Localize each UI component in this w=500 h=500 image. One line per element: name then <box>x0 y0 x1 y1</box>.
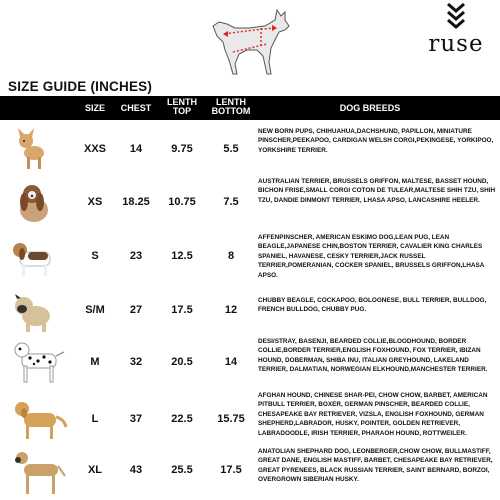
row-size: M <box>90 356 100 368</box>
row-length-top: 10.75 <box>168 196 196 208</box>
table-row <box>0 234 500 286</box>
row-length-bottom: 14 <box>224 356 238 368</box>
page-title: SIZE GUIDE (INCHES) <box>8 79 153 94</box>
row-length-top: 12.5 <box>171 250 193 262</box>
row-length-top: 17.5 <box>171 304 193 316</box>
header-length-top-line2: TOP <box>172 106 192 116</box>
dog-measurement-diagram-icon <box>205 4 297 79</box>
row-length-top: 22.5 <box>171 413 193 425</box>
row-chest: 27 <box>129 304 143 316</box>
header-chest: CHEST <box>120 103 152 113</box>
header-size: SIZE <box>84 103 105 113</box>
dalmatian-dog-icon <box>10 340 66 386</box>
table-row <box>0 125 500 177</box>
row-length-bottom: 17.5 <box>220 464 242 476</box>
header-length-top <box>160 98 204 116</box>
ruse-logo-icon <box>445 2 467 32</box>
row-length-bottom: 5.5 <box>223 143 239 155</box>
row-breeds: CHUBBY BEAGLE, COCKAPOO, BOLOGNESE, BULL TERRIER, BULLDOG, FRENCH BULLDOG, CHUBBY PUG. <box>258 297 487 314</box>
row-size: S/M <box>85 304 105 316</box>
row-breeds: AUSTRALIAN TERRIER, BRUSSELS GRIFFON, MALTESE, BASSET HOUND, BICHON FRISE,SMALL CORGI COTON DE TULEAR,MALTESE SHIH TZU, SHIH TZU, DANDIE DINMONT TERRIER, LHASA APSO, LANCASHIRE HEELER. <box>258 178 496 204</box>
table-row <box>0 178 500 232</box>
row-chest: 23 <box>129 250 143 262</box>
row-length-top: 20.5 <box>171 356 193 368</box>
brand-logo <box>426 2 486 60</box>
table-row <box>0 286 500 338</box>
header-length-bottom <box>206 98 256 116</box>
table-header <box>0 96 500 120</box>
row-breeds: ANATOLIAN SHEPHARD DOG, LEONBERGER,CHOW CHOW, BULLMASTIFF, GREAT DANE, ENGLISH MASTIFF, BARBET, CHESAPEAKE BAY RETRIEVER, GREAT PYRENEES, BLACK RUSSIAN TERRIER, SAINT BERNARD, BORZOI, OVERGROWN SIBERIAN HUSKY. <box>258 448 493 484</box>
header-length-bottom-line1: LENTH <box>216 97 246 107</box>
brand-name: ruse <box>428 31 484 57</box>
great-dane-dog-icon <box>10 450 68 498</box>
row-chest: 43 <box>129 464 143 476</box>
row-size: S <box>91 250 99 262</box>
row-length-bottom: 12 <box>224 304 238 316</box>
header-dog-breeds: DOG BREEDS <box>339 103 401 113</box>
row-size: XL <box>87 464 103 476</box>
row-breeds: NEW BORN PUPS, CHIHUAHUA,DACHSHUND, PAPILLON, MINIATURE PINSCHER,PEEKAPOO, CARDIGAN WELSH CORGI,PEKINGESE, YORKIPOO, YORKSHIRE TERRIER. <box>258 128 494 154</box>
table-row <box>0 448 500 500</box>
golden-retriever-dog-icon <box>10 397 68 443</box>
row-size: L <box>91 413 99 425</box>
row-breeds: AFFENPINSCHER, AMERICAN ESKIMO DOG,LEAN PUG, LEAN BEAGLE,JAPANESE CHIN,BOSTON TERRIER, CAVALIER KING CHARLES SPANIEL, HAVANESE, CESKY TERRIER,JACK RUSSEL TERRIER,POMERANIAN, COCKER SPANIEL, BRUSSELS GRIFFON,LHASA APSO. <box>258 234 485 279</box>
row-length-bottom: 8 <box>227 250 235 262</box>
row-length-bottom: 15.75 <box>217 413 245 425</box>
beagle-dog-icon <box>10 236 60 280</box>
row-length-top: 25.5 <box>171 464 193 476</box>
row-breeds: AFGHAN HOUND, CHINESE SHAR-PEI, CHOW CHOW, BARBET, AMERICAN PITBULL TERRIER, BOXER, GERMAN PINSCHER, BEARDED COLLIE, CHESAPEAKE BAY RETRIEVER, VIZSLA, ENGLISH FOXHOUND, GERMAN SHEPHERD,LABRADOR, HUSKY, POINTER, GOLDEN RETRIEVER, LABRADOODLE, IRISH TERRIER, PHARAOH HOUND, ROTTWEILER. <box>258 392 488 437</box>
table-row <box>0 338 500 390</box>
row-chest: 32 <box>129 356 143 368</box>
header-length-top-line1: LENTH <box>167 97 197 107</box>
row-chest: 18.25 <box>122 196 150 208</box>
row-chest: 14 <box>129 143 143 155</box>
row-size: XS <box>87 196 103 208</box>
table-row <box>0 393 500 447</box>
row-chest: 37 <box>129 413 143 425</box>
header-length-bottom-line2: BOTTOM <box>211 106 251 116</box>
row-size: XXS <box>83 143 106 155</box>
shih-tzu-dog-icon <box>10 180 56 228</box>
pug-dog-icon <box>10 290 56 334</box>
row-breeds: DESI/STRAY, BASENJI, BEARDED COLLIE,BLOODHOUND, BORDER COLLIE,BORDER TERRIER,ENGLISH FOXHOUND, FOX TERRIER, IBIZAN HOUND, DOBERMAN, SHIBA INU, ITALIAN GREYHOUND, LAKELAND TERRIER, DALMATIAN, NORWEGIAN ELKHOUND,MANCHESTER TERRIER. <box>258 338 488 374</box>
row-length-bottom: 7.5 <box>223 196 239 208</box>
chihuahua-dog-icon <box>10 127 56 173</box>
row-length-top: 9.75 <box>171 143 193 155</box>
